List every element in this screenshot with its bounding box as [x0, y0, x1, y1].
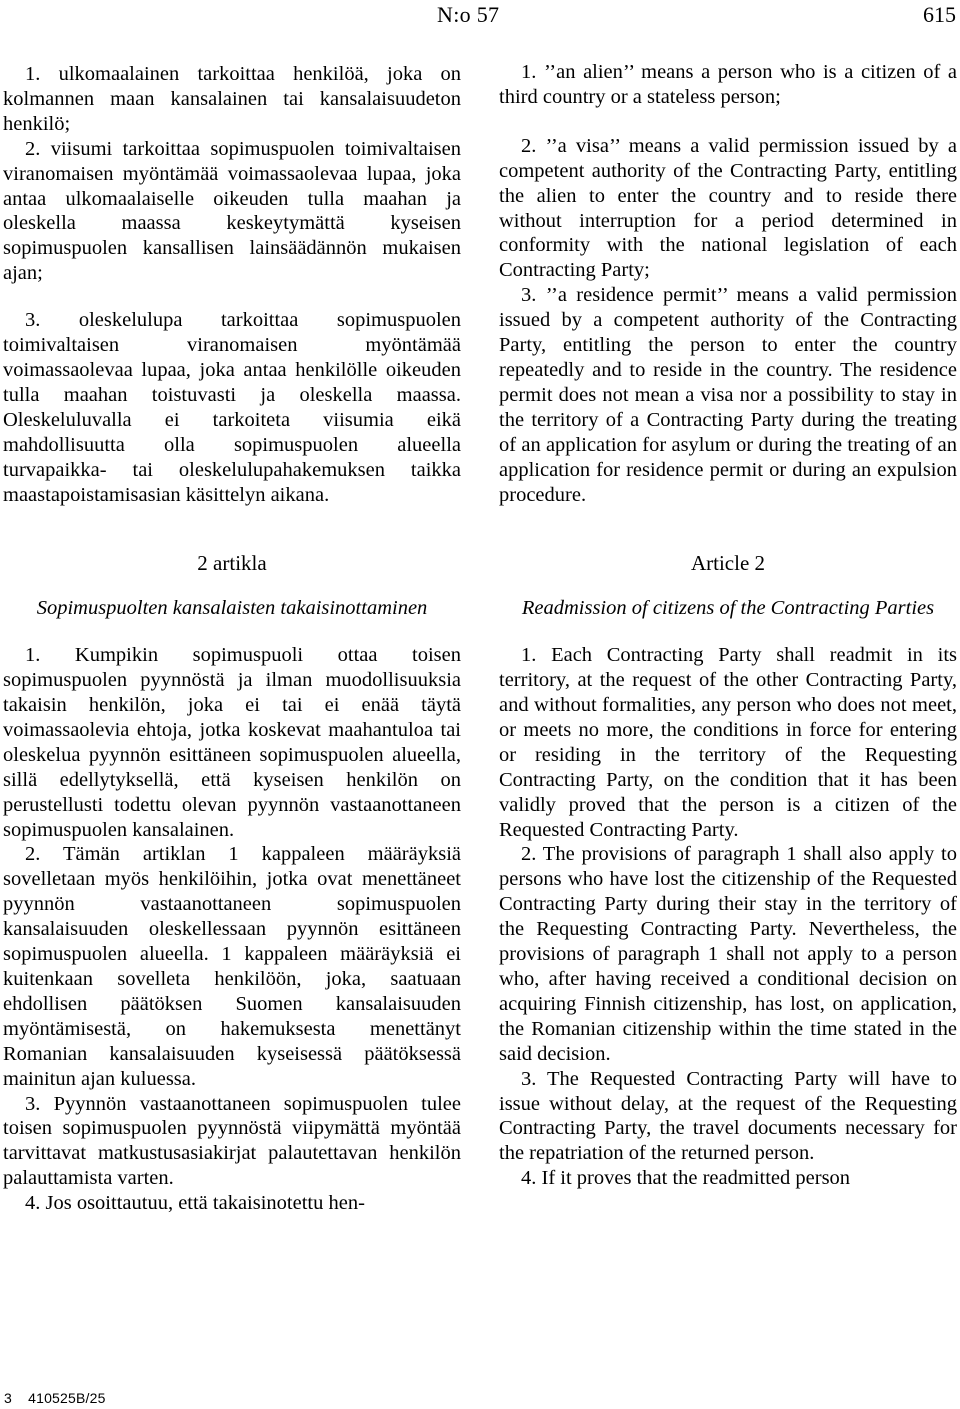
english-column: [499, 60, 957, 1191]
fi-article-para-3: 3. Pyynnön vastaanottaneen sopimuspuolen tulee toisen sopimuspuolen pyynnöstä viipymättä myöntää tarvittavat matkustusasiakirjat palautettavan henkilön palauttamista varten.: [3, 1092, 461, 1190]
en-article-para-2: 2. The provisions of paragraph 1 shall also apply to persons who have lost the citizenship of the Requested Contracting Party during their stay in the territory of the Requesting Contracting Party. Nevertheless, the provisions of paragraph 1 shall not apply to a person who, after having received a conditional decision on acquiring Finnish citizenship, has lost, on application, the Romanian citizenship within the time stated in the said decision.: [499, 843, 957, 1065]
en-definition-residence-permit: 3. ’’a residence permit’’ means a valid permission issued by a competent authority of the Contracting Party, entitling the person to enter the country repeatedly and to reside in the country. The residence permit does not mean a visa nor a possibility to stay in the territory of a Contracting Party during the treating of an application for asylum or during the treating of an application for residence permit or during an expulsion procedure.: [499, 284, 957, 506]
fi-article-title: 2 artikla: [197, 551, 267, 576]
en-article-title: Article 2: [690, 551, 766, 576]
en-article-para-4: 4. If it proves that the readmitted person: [521, 1167, 851, 1190]
fi-article-para-4: 4. Jos osoittautuu, että takaisinotettu hen-: [25, 1192, 365, 1215]
fi-definition-residence-permit: 3. oleskelulupa tarkoittaa sopimuspuolen toimivaltaisen viranomaisen myöntämää voimassaolevaa lupaa, joka antaa henkilölle oikeuden tulla maahan toistuvasti ja oleskella maassa. Oleskeluluvalla ei tarkoiteta viisumia eikä mahdollisuutta olla sopimuspuolen alueella turvapaikka- tai oleskelulupahakemuksen taikka maastapoistamisasian käsittelyn aikana.: [3, 309, 461, 506]
fi-article-para-1: 1. Kumpikin sopimuspuoli ottaa toisen sopimuspuolen pyynnöstä ja ilman muodollisuuksia takaisin henkilön, joka ei tai ei enää täytä voimassaolevia ehtoja, jotka koskevat maahantuloa tai oleskelua pyynnön esittäneen sopimuspuolen alueella, sillä edellytyksellä, että kyseisen henkilön on perustellusti todettu olevan pyynnön vastaanottaneen sopimuspuolen kansalainen.: [3, 644, 461, 841]
en-article-para-1: 1. Each Contracting Party shall readmit in its territory, at the request of the other Contracting Party, and without formalities, any person who does not meet, or meets no more, the conditions in force for entering or residing in the territory of the Requesting Contracting Party, on the condition that it has been validly proved that the person is a citizen of the Requested Contracting Party.: [499, 644, 957, 841]
footer-sheet-number: 3: [4, 1390, 12, 1406]
en-article-para-3: 3. The Requested Contracting Party will have to issue without delay, at the request of the Requesting Contracting Party, the travel documents necessary for the repatriation of the returned person.: [499, 1067, 957, 1165]
en-definition-alien: 1. ’’an alien’’ means a person who is a citizen of a third country or a stateless person;: [499, 61, 957, 108]
fi-article-para-2: 2. Tämän artiklan 1 kappaleen määräyksiä sovelletaan myös henkilöihin, jotka ovat menettäneet pyynnön vastaanottaneen sopimuspuolen kansalaisuuden oleskellessaan pyynnön esittäneen sopimuspuolen alueella. 1 kappaleen määräyksiä ei kuitenkaan sovelleta henkilöön, joka, saatuaan ehdollisen päätöksen Suomen kansalaisuuden myöntämisestä, on hakemuksesta menettänyt Romanian kansalaisuuden kyseisessä päätöksessä mainitun ajan kuluessa.: [3, 843, 461, 1090]
issue-number: N:o 57: [437, 2, 500, 27]
en-definition-visa: 2. ’’a visa’’ means a valid permission issued by a competent authority of the Contracting Party, entitling the alien to enter the country and to reside there without interruption for a period determined in conformity with the national legislation of each Contracting Party;: [499, 134, 957, 282]
fi-article-subtitle: Sopimuspuolten kansalaisten takaisinottaminen: [36, 597, 428, 620]
fi-definition-alien: 1. ulkomaalainen tarkoittaa henkilöä, joka on kolmannen maan kansalainen tai kansalaisuudeton henkilö;: [3, 63, 461, 135]
print-footer: [4, 1390, 118, 1406]
page-number: 615: [923, 2, 956, 27]
footer-print-code: 410525B/25: [28, 1390, 106, 1406]
finnish-column: [3, 60, 461, 1216]
en-article-subtitle: Readmission of citizens of the Contracting Parties: [521, 597, 935, 620]
fi-definition-visa: 2. viisumi tarkoittaa sopimuspuolen toimivaltaisen viranomaisen myöntämää voimassaolevaa lupaa, joka antaa ulkomaalaiselle oikeuden tulla maahan ja oleskella maassa keskeytymättä kyseisen sopimuspuolen kansallisen lainsäädännön mukaisen ajan;: [3, 137, 461, 285]
